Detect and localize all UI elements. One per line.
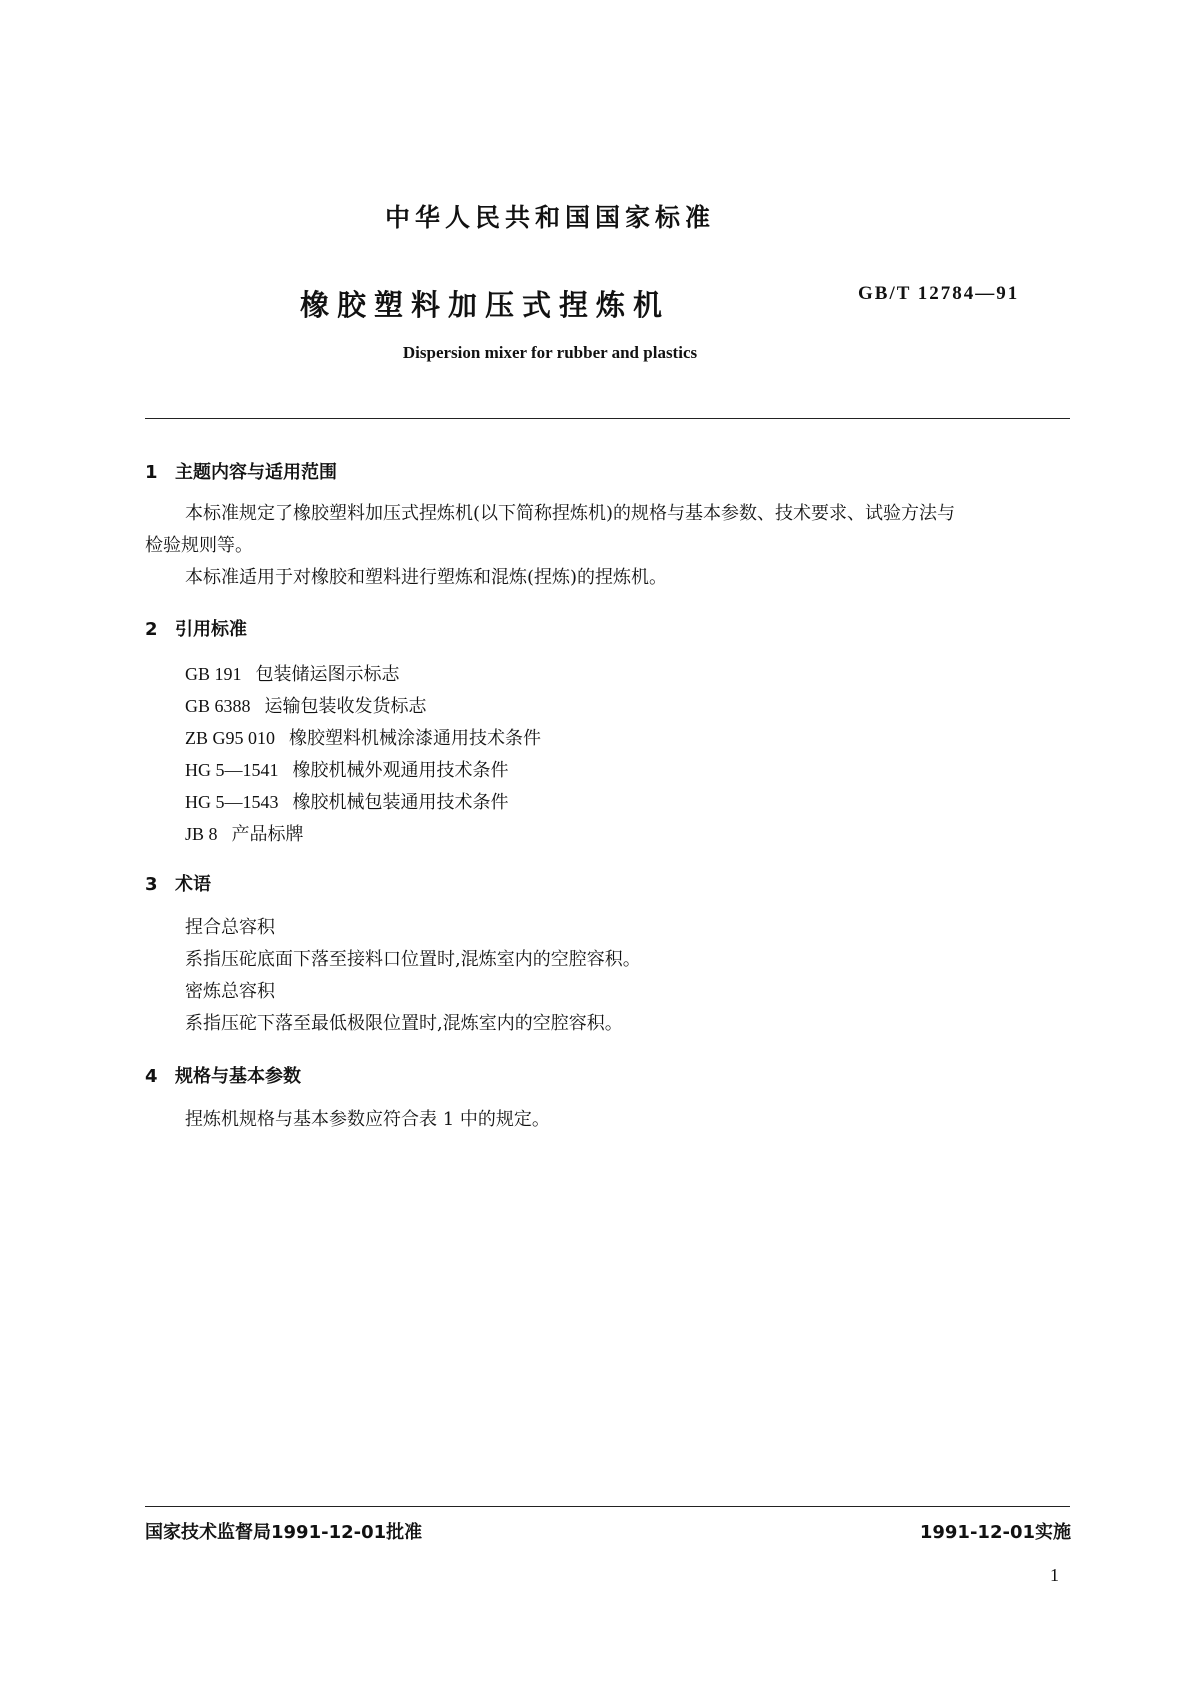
section-number: 3 <box>145 874 158 895</box>
reference-item <box>185 756 509 782</box>
document-title-cn: 橡胶塑料加压式捏炼机 <box>300 288 671 322</box>
reference-name: 运输包装收发货标志 <box>264 696 427 717</box>
reference-name: 产品标牌 <box>231 824 304 845</box>
reference-code: HG 5—1541 <box>185 760 279 780</box>
reference-item <box>185 692 427 718</box>
section-number: 1 <box>145 462 158 483</box>
section-1-paragraph-2: 本标准适用于对橡胶和塑料进行塑炼和混炼(捏炼)的捏炼机。 <box>185 567 668 588</box>
section-title: 主题内容与适用范围 <box>175 462 337 483</box>
header-divider <box>145 418 1070 419</box>
reference-code: GB 191 <box>185 664 242 684</box>
document-title-en: Dispersion mixer for rubber and plastics <box>402 343 698 362</box>
reference-item <box>185 820 304 846</box>
section-title: 术语 <box>175 874 211 895</box>
reference-name: 橡胶机械外观通用技术条件 <box>292 760 509 781</box>
section-4-paragraph-1: 捏炼机规格与基本参数应符合表 1 中的规定。 <box>185 1109 550 1130</box>
reference-name: 橡胶塑料机械涂漆通用技术条件 <box>289 728 541 749</box>
section-3-heading <box>145 870 211 896</box>
section-number: 2 <box>145 619 158 640</box>
term-1-definition: 系指压砣底面下落至接料口位置时,混炼室内的空腔容积。 <box>185 949 641 970</box>
reference-code: GB 6388 <box>185 696 251 716</box>
section-1-paragraph-1: 本标准规定了橡胶塑料加压式捏炼机(以下简称捏炼机)的规格与基本参数、技术要求、试验方法与 <box>185 503 956 524</box>
reference-item <box>185 660 400 686</box>
approval-statement: 国家技术监督局1991-12-01批准 <box>145 1522 423 1543</box>
reference-item <box>185 788 509 814</box>
section-1-heading <box>145 458 337 484</box>
term-1: 捏合总容积 <box>185 917 275 938</box>
implementation-date: 1991-12-01实施 <box>919 1522 1071 1543</box>
reference-name: 橡胶机械包装通用技术条件 <box>292 792 509 813</box>
reference-item <box>185 724 541 750</box>
reference-code: ZB G95 010 <box>185 728 275 748</box>
page-number: 1 <box>1050 1565 1059 1585</box>
reference-code: HG 5—1543 <box>185 792 279 812</box>
standard-number: GB/T 12784—91 <box>858 283 1020 304</box>
footer-divider <box>145 1506 1070 1507</box>
section-1-paragraph-1-continued: 检验规则等。 <box>145 535 253 556</box>
section-title: 引用标准 <box>175 619 247 640</box>
section-number: 4 <box>145 1066 158 1087</box>
term-2-definition: 系指压砣下落至最低极限位置时,混炼室内的空腔容积。 <box>185 1013 623 1034</box>
section-2-heading <box>145 615 247 641</box>
section-4-heading <box>145 1062 301 1088</box>
reference-name: 包装储运图示标志 <box>255 664 400 685</box>
national-standard-heading: 中华人民共和国国家标准 <box>384 203 715 232</box>
term-2: 密炼总容积 <box>185 981 275 1002</box>
section-title: 规格与基本参数 <box>175 1066 301 1087</box>
reference-code: JB 8 <box>185 824 218 844</box>
